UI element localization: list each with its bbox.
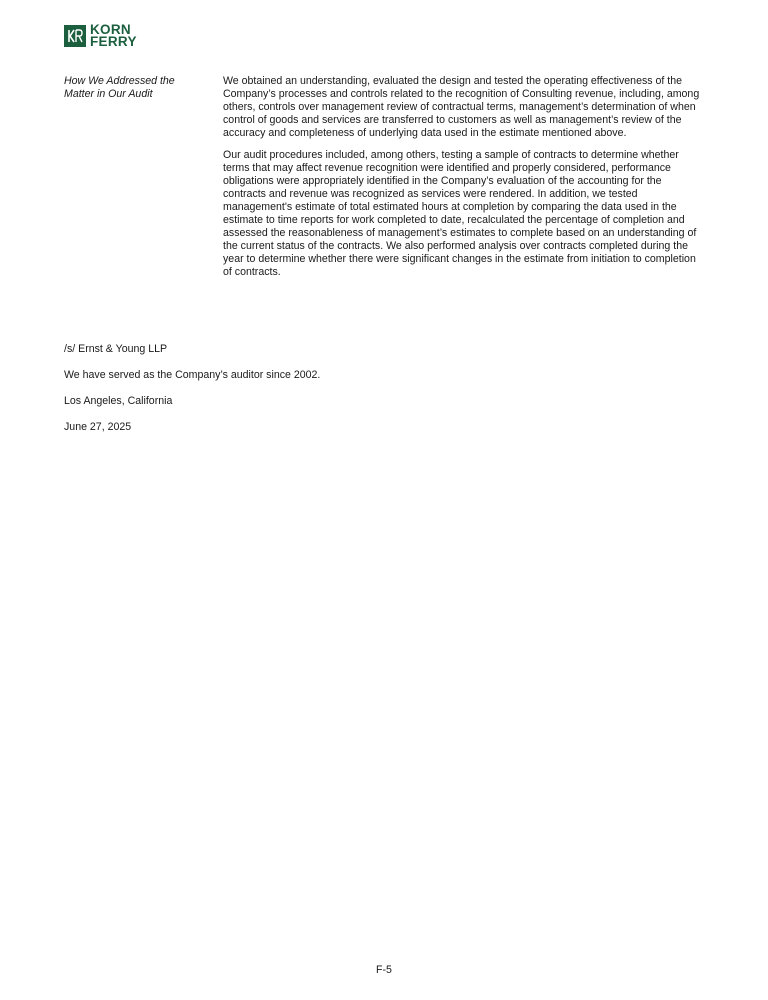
page-number: F-5 [376, 964, 392, 976]
logo-line-korn: KORN [90, 22, 131, 37]
company-logo [64, 24, 137, 48]
audit-matter-body [223, 75, 704, 288]
logo-line-ferry: FERRY [90, 34, 137, 49]
auditor-tenure: We have served as the Company’s auditor since 2002. [64, 369, 321, 381]
audit-matter-section [64, 75, 704, 288]
logo-wordmark [90, 24, 137, 48]
audit-paragraph-procedures: Our audit procedures included, among others, testing a sample of contracts to determine whether terms that may affect revenue recognition were identified and properly considered, performance obligations were appropriately identified in the Company’s evaluation of the accounting for the contracts and revenue was recognized as services were rendered. In addition, we tested management's estimate of total estimated hours at completion by comparing the data used in the estimate to time reports for work completed to date, recalculated the percentage of completion and assessed the reasonableness of management’s estimates to complete based on an understanding of the current status of the contracts. We also performed analysis over contracts completed during the year to determine whether there were significant changes in the estimate from initiation to completion of contracts. [223, 149, 697, 278]
report-date: June 27, 2025 [64, 421, 132, 433]
korn-ferry-logo-icon [64, 25, 86, 47]
report-closing [64, 343, 320, 447]
audit-matter-label [64, 75, 223, 288]
audit-paragraph-understanding: We obtained an understanding, evaluated the design and tested the operating effectiveness of the Company’s processes and controls related to the recognition of Consulting revenue, including, among others, controls over management review of contractual terms, management’s determination of when control of goods and services are transferred to customers as well as management’s review of the accuracy and completeness of underlying data used in the estimate mentioned above. [223, 75, 700, 139]
audit-label-line2: Matter in Our Audit [64, 88, 153, 100]
report-location: Los Angeles, California [64, 395, 173, 407]
audit-label-line1: How We Addressed the [64, 75, 175, 87]
auditor-signature: /s/ Ernst & Young LLP [64, 343, 168, 355]
